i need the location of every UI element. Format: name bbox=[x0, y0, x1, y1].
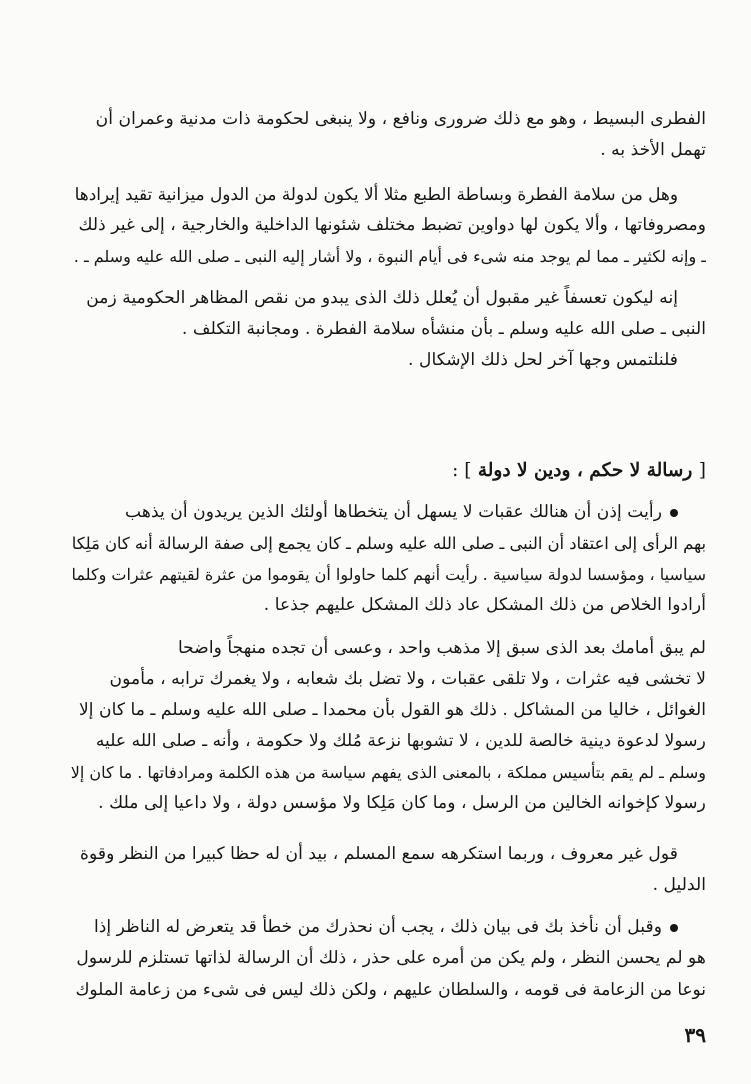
text-line-content: وقبل أن نأخذ بك فى بيان ذلك ، يجب أن نحذرك من خطأ قد يتعرض له الناظر إذا bbox=[93, 917, 662, 937]
text-line: ومصروفاتها ، وألا يكون لها دواوين تضبط مختلف شئونها الداخلية والخارجية ، إلى غير ذلك bbox=[78, 215, 706, 235]
text-line: فلنلتمس وجها آخر لحل ذلك الإشكال . bbox=[408, 350, 678, 370]
text-line: بهم الرأى إلى اعتقاد أن النبى ـ صلى الله عليه وسلم ـ كان يجمع إلى صفة الرسالة أنه كان مَلِكا bbox=[71, 534, 706, 553]
text-line: الفطرى البسيط ، وهو مع ذلك ضرورى ونافع ، ولا ينبغى لحكومة ذات مدنية وعمران أن bbox=[95, 109, 706, 129]
text-line-content: رأيت إذن أن هنالك عقبات لا يسهل أن يتخطاها أولئك الذين يريدون أن يذهب bbox=[125, 502, 662, 522]
text-line: هو لم يحسن النظر ، ولم يكن من أمره على حذر ، ذلك أن الرسالة لذاتها تستلزم للرسول bbox=[76, 948, 706, 968]
heading-title: رسالة لا حكم ، ودين لا دولة bbox=[477, 460, 693, 481]
text-line: وهل من سلامة الفطرة وبساطة الطبع مثلا ألا يكون لدولة من الدول ميزانية تقيد إيرادها bbox=[74, 184, 678, 204]
text-line: الغوائل ، خاليا من المشاكل . ذلك هو القول بأن محمدا ـ صلى الله عليه وسلم ـ ما كان إلا bbox=[78, 700, 706, 720]
text-line bbox=[66, 497, 706, 528]
heading-close-bracket: ] : bbox=[452, 460, 472, 481]
paragraph-5 bbox=[66, 633, 706, 819]
paragraph-4 bbox=[66, 497, 706, 621]
text-line: النبى ـ صلى الله عليه وسلم ـ بأن منشأه سلامة الفطرة . ومجانبة التكلف . bbox=[181, 319, 706, 339]
text-line: قول غير معروف ، وربما استكرهه سمع المسلم ، بيد أن له حظا كبيرا من النظر وقوة bbox=[79, 844, 678, 864]
paragraph-1 bbox=[66, 104, 706, 166]
text-line: نوعا من الزعامة فى قومه ، والسلطان عليهم ، ولكن ذلك ليس فى شىء من زعامة الملوك bbox=[75, 979, 706, 999]
text-line: أرادوا الخلاص من ذلك المشكل عاد ذلك المشكل عليهم جذعا . bbox=[263, 595, 706, 615]
text-line: لا تخشى فيه عثرات ، ولا تلقى عقبات ، ولا تضل بك شعابه ، ولا يغمرك ترابه ، مأمون bbox=[109, 669, 706, 689]
text-line: رسولا كإخوانه الخالين من الرسل ، وما كان مَلِكا ولا مؤسس دولة ، ولا داعيا إلى ملك . bbox=[98, 793, 706, 813]
text-line: إنه ليكون تعسفاً غير مقبول أن يُعلل ذلك الذى يبدو من نقص المظاهر الحكومية زمن bbox=[86, 288, 678, 308]
text-line: سياسيا ، ومؤسسا لدولة سياسية . رأيت أنهم كلما حاولوا أن يقوموا من عثرة لقيتهم عثرات وكلما bbox=[71, 565, 706, 584]
text-line: وسلم ـ لم يقم بتأسيس مملكة ، بالمعنى الذى يفهم سياسة من هذه الكلمة ومرادفاتها . ما كان إلا bbox=[70, 763, 706, 782]
text-line: تهمل الأخذ به . bbox=[600, 140, 706, 160]
text-line bbox=[66, 912, 706, 943]
bullet-icon bbox=[670, 924, 678, 932]
paragraph-6 bbox=[66, 839, 706, 901]
paragraph-3 bbox=[66, 283, 706, 376]
text-line: لم يبق أمامك بعد الذى سبق إلا مذهب واحد ، وعسى أن تجده منهجاً واضحا bbox=[177, 638, 706, 658]
text-line: ـ وإنه لكثير ـ مما لم يوجد منه شىء فى أيام النبوة ، ولا أشار إليه النبى ـ صلى الله عليه وسلم ـ . bbox=[73, 247, 706, 266]
page-number: ٣٩ bbox=[684, 1023, 706, 1047]
heading-open-bracket: [ bbox=[698, 460, 706, 481]
bullet-icon bbox=[670, 509, 678, 517]
text-line: الدليل . bbox=[652, 875, 706, 895]
paragraph-2 bbox=[66, 179, 706, 272]
text-line: رسولا لدعوة دينية خالصة للدين ، لا تشوبها نزعة مُلك ولا حكومة ، وأنه ـ صلى الله عليه bbox=[95, 731, 706, 751]
paragraph-7 bbox=[66, 912, 706, 1005]
section-heading bbox=[66, 456, 706, 486]
